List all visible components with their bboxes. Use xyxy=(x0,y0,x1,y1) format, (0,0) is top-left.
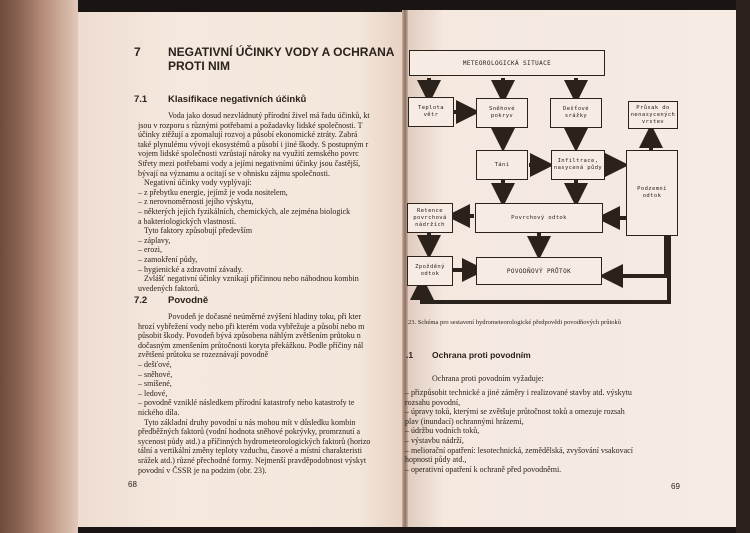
text-line: – sněhové, xyxy=(138,369,173,379)
text-line: – erozi, xyxy=(138,245,162,255)
box-infiltration: Infiltrace, nasycená půdy xyxy=(551,150,605,180)
box-seepage: Průsak do nenasycených vrstev xyxy=(628,101,678,129)
text-line: nického díla. xyxy=(138,407,180,417)
text-line: Střety mezi potřebami vody a jejími negativními účinky jsou častější, xyxy=(138,158,361,168)
text-line: plav (inundací) ochrannými hrázemi, xyxy=(405,416,524,426)
text-line: Zvlášť negativní účinky vznikají příčinnou nebo náhodnou kombin xyxy=(144,274,359,284)
section-71-body xyxy=(138,111,404,293)
text-line: – povodně vzniklé následkem přírodní katastrofy nebo katastrofy te xyxy=(138,398,355,408)
text-line: sycenost půdy atd.) a příčinných hydrometeorologických faktorů (horizo xyxy=(138,436,371,446)
box-snow-cover: Sněhové pokryv xyxy=(476,98,528,128)
text-line: – záplavy, xyxy=(138,235,171,245)
text-line: – hygienické a zdravotní závady. xyxy=(138,264,243,274)
text-line: bývají na významu a ocitají se v ohnisku zájmu společnosti. xyxy=(138,168,330,178)
text-line: dočasným zmenšením průtočnosti koryta překážkou. Podle příčiny nál xyxy=(138,340,364,350)
text-line: – z nerovnoměrnosti jejího výskytu, xyxy=(138,197,254,207)
section-title: Povodně xyxy=(168,295,209,306)
text-line: jsou v rozporu s různými potřebami a požadavky lidské společnosti. T xyxy=(138,120,363,130)
section-title: Ochrana proti povodním xyxy=(432,350,531,360)
arrow xyxy=(611,236,666,276)
text-line: účinky ztěžují a zpomalují rozvoj a působí ekonomické ztráty. Zabrá xyxy=(138,130,358,140)
page-number: 68 xyxy=(128,480,137,489)
page-number: 69 xyxy=(671,482,680,491)
chapter-number: 7 xyxy=(134,45,141,59)
box-melting: Tání xyxy=(476,150,528,180)
text-line: – některých jejích fyzikálních, chemických, ale zejména biologick xyxy=(138,206,351,216)
text-line: Tyto faktory způsobují především xyxy=(144,226,253,236)
text-line: rozsahu povodní, xyxy=(405,397,461,407)
text-line: zvětšení průtoku se rozeznávají povodně xyxy=(138,350,269,360)
text-line: – ledové, xyxy=(138,388,168,398)
text-line: působit škody. Povodeň bývá způsobena náhlým zvětšením průtoku n xyxy=(138,331,361,341)
section-number: .1 xyxy=(406,350,414,360)
box-retention: Retence povrchová nádržích xyxy=(407,203,453,233)
text-line: – zamokření půdy, xyxy=(138,254,198,264)
text-line: také plynulému vývoji ekosystémů a působí i jiné škody. S postupným r xyxy=(138,139,369,149)
text-line: hopnosti půdy atd., xyxy=(405,455,467,465)
text-line: – dešťové, xyxy=(138,359,172,369)
section-72-body xyxy=(138,312,404,475)
text-line: vojem lidské společnosti vzrůstají nároky na využití zemského povrc xyxy=(138,149,359,159)
text-line: Voda jako dosud nezvládnutý přírodní živel má řadu účinků, kt xyxy=(168,111,370,120)
box-meteorological-situation: METEOROLOGICKÁ SITUACE xyxy=(409,50,605,76)
text-line: – výstavbu nádrží, xyxy=(405,435,464,445)
box-rainfall: Dešťové srážky xyxy=(550,98,602,128)
section-intro: Ochrana proti povodním vyžaduje: xyxy=(432,374,544,383)
text-line: a bakteriologických vlastností. xyxy=(138,216,236,226)
chapter-title: NEGATIVNÍ ÚČINKY VODY A OCHRANA PROTI NIM xyxy=(168,45,395,73)
section-number: 7.1 xyxy=(134,94,148,105)
text-line: – smíšené, xyxy=(138,379,172,389)
text-line: srážek atd.) různé přechodné formy. Nejmenší pravděpodobnost výskyt xyxy=(138,455,367,465)
text-line: Povodeň je dočasné neúměrné zvýšení hladiny toku, při kter xyxy=(168,312,362,321)
text-line: Negativní účinky vody vyplývají: xyxy=(144,178,252,188)
section-title: Klasifikace negativních účinků xyxy=(168,94,307,105)
text-line: – operativní opatření k ochraně před povodněmi. xyxy=(405,464,562,474)
text-line: uvedených faktorů. xyxy=(138,283,200,293)
text-line: – z přebytku energie, jejímž je voda nositelem, xyxy=(138,187,288,197)
text-line: – přizpůsobit technické a jiné záměry i realizované stavby atd. výskytu xyxy=(405,388,632,397)
section-number: 7.2 xyxy=(134,295,148,306)
text-line: předběžných faktorů (vodní hodnota sněhové pokrývky, promrznutí a xyxy=(138,427,361,437)
box-surface-runoff: Povrchový odtok xyxy=(475,203,603,233)
text-line: – údržbu vodních toků, xyxy=(405,426,480,436)
text-line: tální a vertikální změny teploty vzduchu, časové a místní charakteristi xyxy=(138,446,362,456)
book-cover-edge xyxy=(0,0,78,533)
text-line: povodní v ČSSR je na podzim (obr. 23). xyxy=(138,465,267,475)
text-line: hrozí vybřežení vody nebo při kterém voda vybřežuje a působí nebo m xyxy=(138,321,365,331)
book-edge-right xyxy=(736,0,750,533)
box-groundwater-runoff: Podzemní odtok xyxy=(626,150,678,236)
figure-caption: 23. Schéma pro sestavení hydrometeorologické předpovědi povodňových průtoků xyxy=(408,319,622,326)
box-delayed-runoff: Zpožděný odtok xyxy=(407,256,453,286)
box-temperature-wind: Teplota větr xyxy=(408,97,454,127)
text-line: Tyto základní druhy povodní u nás mohou mít v důsledku kombin xyxy=(144,417,356,427)
protection-list xyxy=(405,388,705,474)
text-line: – meliorační opatření: lesotechnická, zemědělská, zvyšování vsakovací xyxy=(405,445,633,455)
text-line: – úpravy toků, kterými se zvětšuje průtočnost toků a omezuje rozsah xyxy=(405,407,625,417)
box-flood-discharge: POVODŇOVÝ PRŮTOK xyxy=(476,257,602,285)
